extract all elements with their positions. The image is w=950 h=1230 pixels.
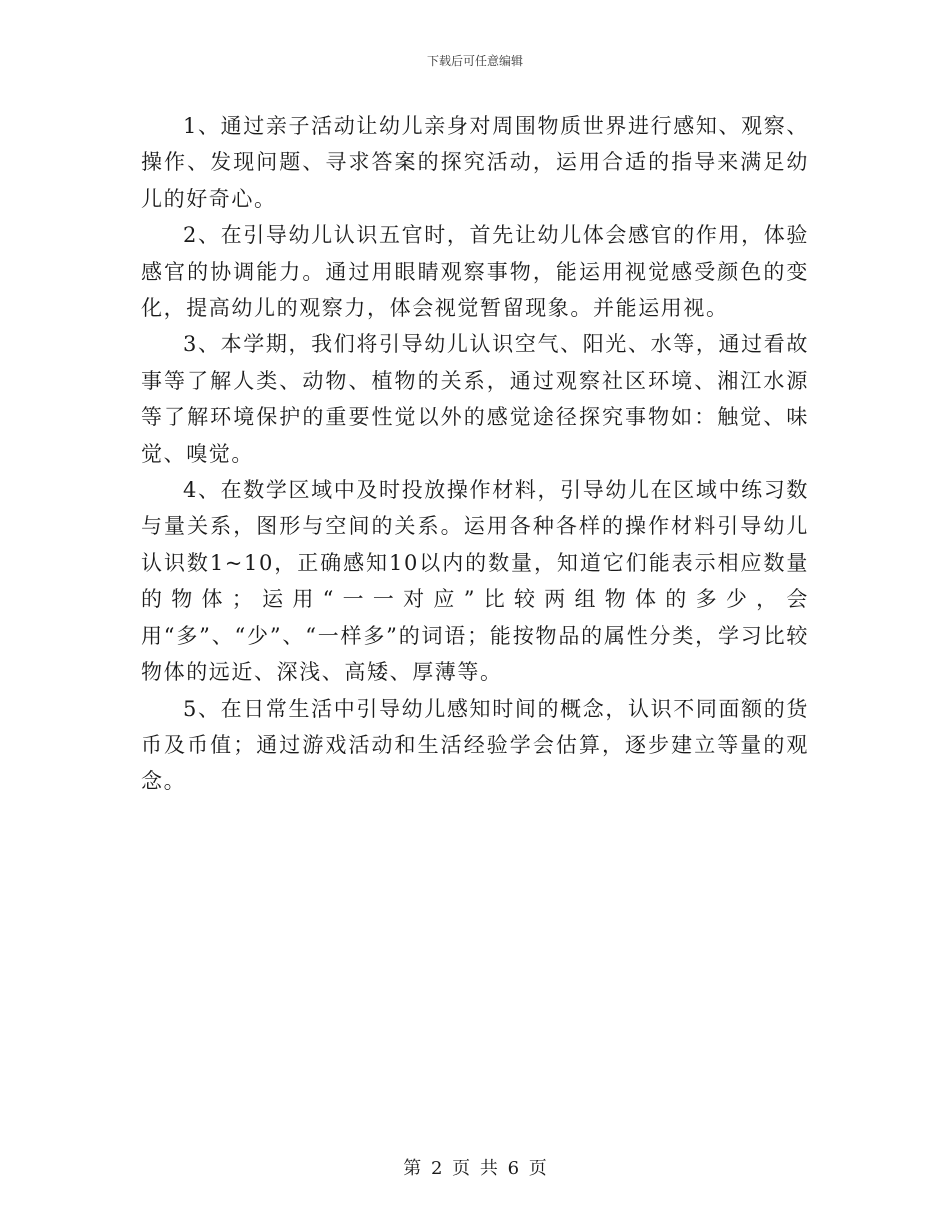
page-number-footer: 第 2 页 共 6 页 (403, 1158, 547, 1179)
paragraph-1: 1、通过亲子活动让幼儿亲身对周围物质世界进行感知、观察、操作、发现问题、寻求答案的探究活动，运用合适的指导来满足幼儿的好奇心。 (141, 114, 809, 211)
paragraph-3: 3、本学期，我们将引导幼儿认识空气、阳光、水等，通过看故事等了解人类、动物、植物的关系，通过观察社区环境、湘江水源等了解环境保护的重要性觉以外的感觉途径探究事物如：触觉、味觉、嗅觉。 (141, 332, 809, 466)
paragraph-5: 5、在日常生活中引导幼儿感知时间的概念，认识不同面额的货币及币值；通过游戏活动和生活经验学会估算，逐步建立等量的观念。 (141, 696, 809, 794)
paragraph-2: 2、在引导幼儿认识五官时，首先让幼儿体会感官的作用，体验感官的协调能力。通过用眼睛观察事物，能运用视觉感受颜色的变化，提高幼儿的观察力，体会视觉暂留现象。并能运用视。 (141, 223, 809, 321)
page-header: 下载后可任意编辑 (426, 54, 523, 68)
document-body (141, 108, 809, 800)
paragraph-4: 4、在数学区域中及时投放操作材料，引导幼儿在区域中练习数与量关系，图形与空间的关系。运用各种各样的操作材料引导幼儿认识数1~10，正确感知10以内的数量，知道它们能表示相应数量的物体；运用“一一对应”比较两组物体的多少，会用“多”、“少”、“一样多”的词语；能按物品的属性分类，学习比较物体的远近、深浅、高矮、厚薄等。 (141, 478, 809, 685)
